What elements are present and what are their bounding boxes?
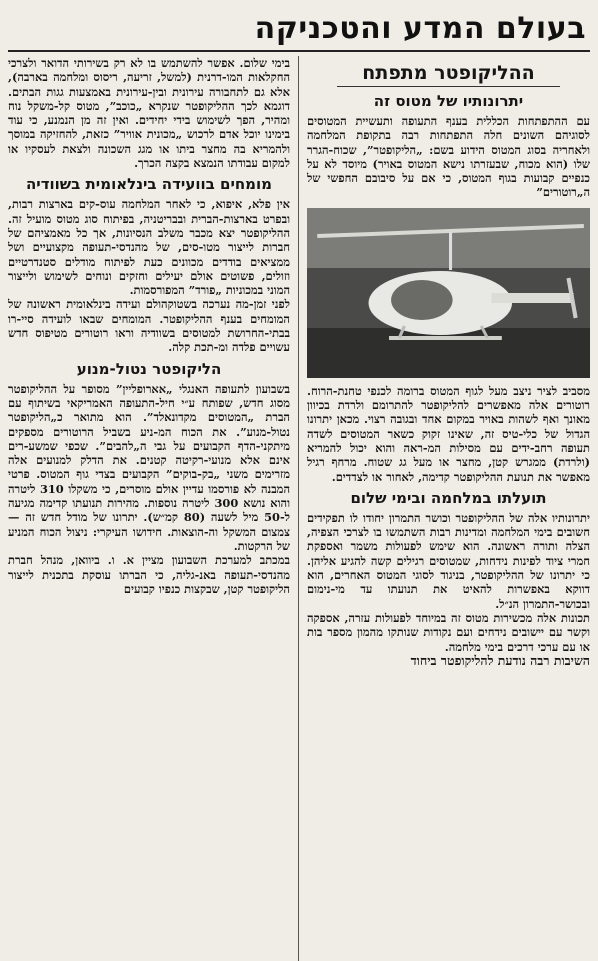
paragraph: בימי שלום. אפשר להשתמש בו לא רק בשירותי הדואר ולצרכי החקלאות המו-דרנית (למשל, זריעה, ריסוס ומלחמה בארבה), אלא גם לתחבורה עירונית ובין-עירונית באמצעות גגות הבתים. דוגמא לכך ההליקופטר שנקרא „כוכב”, מטוס קל-משקל נוח ומהיר, הפך לשימוש בידי יחידים. ואין זה מן הנמנע, כי עוד בימינו יוכל אדם לרכוש „מכונית אוויר” כזאת, להחזיקה במוסך ולהמריא בה מחצר ביתו או מגג השכונה ולצאת לעסקיו או למקום עבודתו הנמצא בקצה הכרך. (8, 56, 290, 171)
article-headline: ההליקופטר מתפתח (362, 62, 535, 84)
article-columns (8, 56, 590, 961)
paragraph: תכונות אלה מכשירות מטוס זה במיוחד לפעולות עזרה, אספקה וקשר עם יישובים נידחים ועם נקודות שנותקו מהמון מספר בות או עם ערכי דרכים בימי מלחמה. (307, 610, 590, 654)
subhead-advantages: יתרונותיו של מטוס זה (373, 92, 524, 110)
paragraph: השיבות רבה נודעת להליקופטר ביחוד (410, 652, 590, 668)
paragraph: בשבועון לתעופה האנגלי „אארופליין” מסופר על ההליקופטר מסוג חדש, שפותח ע״י חיל-התעופה האמריקאי בשיתוף עם הברת „המטוסים מקדונאלד”. הוא מתואר כ„הליקופטר נטול-מנוע”. את הכוח המ-ניע בשביל הרוטורים מספקים מיתקני-הדף הקבועים על גבי ה„להבים”. שכפי שמשע-רים אינם אלא מנועי-רקיטה קטנים. את הדלק למנועים אלה מזרימים משני „בק-בוקים” הקבועים בצדי גוף המטוס. פרטי המבנה לא פורסמו עדיין אולם מוסרים, כי משקלו 310 ליטרה והוא נושא 300 ליטרה נוספות. מהירות תנועתו קדימה מגיעה ל-50 מיל לשעה (80 קמ״ש). יתרונו של מודל חדש זה — צמצום המשקל וה-הוצאות. חידושו העיקרי: ניצול הכוח המניע של הרקטות. (8, 381, 291, 553)
right-column (298, 56, 590, 961)
subhead-conference: מומחים בוועידה בינלאומית בשוודיה (25, 175, 273, 194)
paragraph: מסביב לציר ניצב מעל לגוף המטוס ברומה לכנפי טחנת-הרוח. רוטורים אלה מאפשרים להליקופטר להתרומם ולרדת בכיוון מאונך ואף לשהות באויר במקום אחד ובגובה רצוי. מכאן יתרונו הגדול של כלי-טיס זה, שאינו זקוק כשאר המטוסים לשדה תעופה רחב-ידים עם מסילות המ-ראה והוא יכול להמריא (ולרדת) ממגרש קטן, מחצר או מעל גג שטוח. מרחף רגיל מאפשר את תנועת ההליקופטר קדימה, לאחור או לצדדים. (307, 383, 590, 484)
paragraph: עם ההתפתחות הכללית בענף התעופה ותעשיית המטוסים לסוגיהם השונים חלה התפתחות רבה בתקופת המלחמה ולאחריה בסוג המטוס הידוע בשם: „הליקופטר”, שכוח-הגרר שלו (הוא מכוח, שבעזרתו נישא המטוס באויר) מיוסד לא על כנפיים קבועות בגוף המטוס, כי אם על סיבובם החפשי של ה„רוטורים” (307, 114, 590, 200)
paragraph: לפני זמן-מה נערכה בשטוקהולם ועידה בינלאומית ראשונה של המומחים בענף ההליקופטר. המומחים שבאו לועידה סיי-רו בבתי-החרושת למטוסים בשוודיה וראו רוטורים מטיפוס חדש עשויים פלדה ומ-תכת קלה. (8, 297, 290, 355)
subhead-war-peace: תועלתו במלחמה ובימי שלום (350, 488, 547, 507)
left-column (8, 56, 298, 961)
helicopter-image (307, 208, 590, 378)
section-title: בעולם המדע והטכניקה (254, 10, 586, 46)
paragraph: יתרונותיו אלה של ההליקופטר וכושר התמרון יחודו לו תפקידים חשובים בימי המלחמה ומדינות רבות השתמשו בו לצרכי הצפיה, הצלה ותורה ראשונה. הוא שימש לפעולות משמר ואספקת חמרי ציוד לפינות נידחות, שמטוסים רגילים קשה להגיע אליהן. כי יתרונו של ההליקופטר, בניגוד לסוגי המטוס האחרים, הוא דווקא באפשרות להאיט את תנועתו עד מי-נימום ובכושר-התמרון הנ״ל. (307, 510, 590, 611)
paragraph: במכתב למערכת השבועון מציין א. ו. ביוואן, מנהל חברת מהנדסי-תעופה באנ-גליה, כי הברתו עוסקת בתכנית לייצור הליקופטר קטן, שבקצות כנפיו קבועים (8, 553, 290, 596)
headline-rule (337, 86, 560, 87)
paragraph: אין פלא, איפוא, כי לאחר המלחמה עוס-קים בארצות רבות, ובפרט בארצות-הברית ובבריטניה, בפיתוח סוג מטוס מועיל זה. ההליקופטר יצא מכבר משלב הנסיונות, אך כל מאמציהם של חברות לייצור מטו-סים, של מהנדסי-תעופה מקצועיים ושל ממציאים בודדים מכוונים כעת לפיתוח מודלים סטנדרטיים וזולים, פשוטים אולם יעילים וחזקים ונוחים לשימוש ולייצור המוני במכוניות „פורד” המפורסמות. (8, 197, 290, 298)
masthead (8, 6, 590, 52)
helicopter-photo (307, 208, 590, 378)
subhead-engineless: הליקופטר נטול-מנוע (76, 359, 222, 378)
